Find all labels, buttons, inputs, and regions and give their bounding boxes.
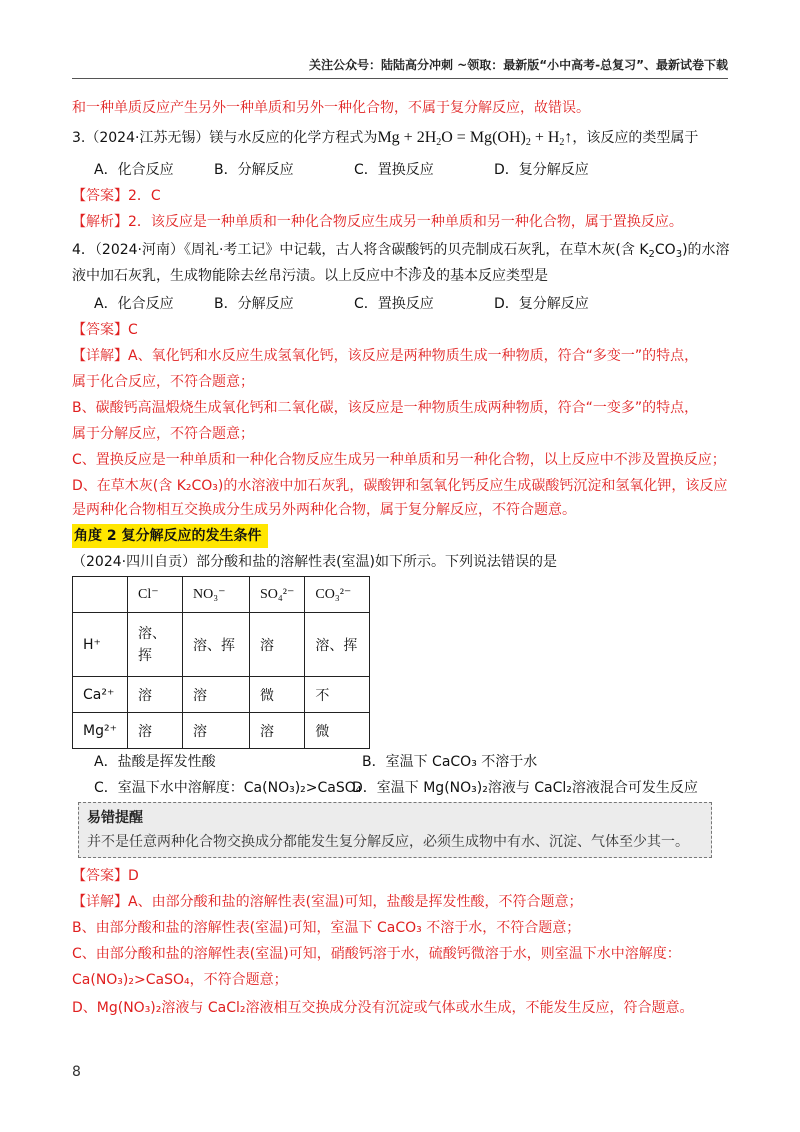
q3-option-d: D．复分解反应 — [494, 162, 589, 178]
emphasis-dot-1: 不 — [394, 268, 408, 284]
q3-analysis: 【解析】2．该反应是一种单质和一种化合物反应生成另一种单质和另一种化合物，属于置换反应。 — [72, 214, 683, 230]
q4-detail-line-6: D、在草木灰(含 K₂CO₃)的水溶液中加石灰乳，碳酸钾和氢氧化钙反应生成碳酸钙沉淀和氢氧化钾，该反应 — [72, 478, 728, 494]
col-header-no3: NO₃⁻ — [183, 577, 250, 613]
table-row — [73, 677, 370, 713]
page-header: 关注公众号：陆陆高分冲刺 ~领取：最新版“小中高考-总复习”、最新试卷下载 — [309, 58, 728, 72]
q4-detail-line-5: C、置换反应是一种单质和一种化合物反应生成另一种单质和另一种化合物，以上反应中不涉及置换反应； — [72, 452, 726, 468]
row-header-h: H⁺ — [73, 613, 128, 677]
q5-detail-line-4: Ca(NO₃)₂>CaSO₄，不符合题意； — [72, 972, 288, 988]
solubility-table — [72, 576, 370, 749]
table-cell: 溶、挥 — [183, 613, 250, 677]
table-cell: 微 — [250, 677, 305, 713]
table-cell: 溶、挥 — [128, 613, 183, 677]
q5-option-a: A．盐酸是挥发性酸 — [94, 754, 216, 770]
table-cell: 溶 — [183, 713, 250, 749]
q4-stem-line1: 4．（2024·河南）《周礼·考工记》中记载，古人将含碳酸钙的贝壳制成石灰乳，在草木灰(含 $K_2CO_3$)的水溶 — [72, 242, 730, 260]
q3-stem — [72, 128, 698, 153]
q5-option-d: D．室温下 Mg(NO₃)₂溶液与 CaCl₂溶液混合可发生反应 — [352, 780, 698, 796]
q5-detail-line-5: D、Mg(NO₃)₂溶液与 CaCl₂溶液相互交换成分没有沉淀或气体或水生成，不能发生反应，符合题意。 — [72, 1000, 694, 1016]
tip-title: 易错提醒 — [87, 810, 143, 826]
q3-option-b: B．分解反应 — [214, 162, 294, 178]
row-header-mg: Mg²⁺ — [73, 713, 128, 749]
q4-detail-line-4: 属于分解反应，不符合题意； — [72, 426, 254, 442]
table-cell: 溶 — [250, 713, 305, 749]
q5-detail-line-2: B、由部分酸和盐的溶解性表(室温)可知，室温下 CaCO₃ 不溶于水，不符合题意； — [72, 920, 581, 936]
table-row — [73, 613, 370, 677]
q4-detail-line-1: 【详解】A、氧化钙和水反应生成氢氧化钙，该反应是两种物质生成一种物质，符合“多变一”的特点， — [72, 348, 699, 364]
table-cell: 溶 — [183, 677, 250, 713]
section-heading-angle-2: 角度 2 复分解反应的发生条件 — [72, 524, 268, 548]
q4-option-b: B．分解反应 — [214, 296, 294, 312]
q4-detail-line-3: B、碳酸钙高温煅烧生成氧化钙和二氧化碳，该反应是一种物质生成两种物质，符合“一变多”的特点， — [72, 400, 699, 416]
table-cell: 溶 — [250, 613, 305, 677]
q5-detail-line-1: 【详解】A、由部分酸和盐的溶解性表(室温)可知，盐酸是挥发性酸，不符合题意； — [72, 894, 583, 910]
common-mistake-tip-box — [78, 802, 712, 858]
q5-option-b: B．室温下 CaCO₃ 不溶于水 — [362, 754, 538, 770]
emphasis-dot-2: 涉 — [408, 268, 422, 284]
emphasis-dot-3: 及 — [422, 268, 436, 284]
table-cell: 微 — [305, 713, 370, 749]
q4-option-d: D．复分解反应 — [494, 296, 589, 312]
table-cell: 溶、挥 — [305, 613, 370, 677]
q4-option-a: A．化合反应 — [94, 296, 174, 312]
q5-option-c: C．室温下水中溶解度：Ca(NO₃)₂>CaSO₄ — [94, 780, 362, 796]
q3-prefix: 3.（2024·江苏无锡）镁与水反应的化学方程式为 — [72, 130, 378, 146]
q3-equation: $Mg + 2H_2O = Mg(OH)_2$ + $H_2↑$ — [377, 129, 573, 148]
q5-stem: （2024·四川自贡）部分酸和盐的溶解性表(室温)如下所示。下列说法错误的是 — [72, 554, 558, 570]
table-row — [73, 713, 370, 749]
table-cell: 溶 — [128, 713, 183, 749]
q5-answer: 【答案】D — [72, 868, 139, 884]
q3-option-a: A．化合反应 — [94, 162, 174, 178]
col-header-co3: CO₃²⁻ — [305, 577, 370, 613]
q3-suffix: ，该反应的类型属于 — [572, 130, 699, 146]
q4-stem-line2: 液中加石灰乳，生成物能除去丝帛污渍。以上反应中不涉及的基本反应类型是 — [72, 268, 548, 284]
q5-detail-line-3: C、由部分酸和盐的溶解性表(室温)可知，硝酸钙溶于水，硫酸钙微溶于水，则室温下水中溶解度： — [72, 946, 681, 962]
q3-answer: 【答案】2．C — [72, 188, 161, 204]
table-cell: 溶 — [128, 677, 183, 713]
col-header-cl: Cl⁻ — [128, 577, 183, 613]
page-number: 8 — [72, 1064, 81, 1080]
prev-explanation-tail: 和一种单质反应产生另外一种单质和另外一种化合物，不属于复分解反应，故错误。 — [72, 100, 590, 116]
row-header-ca: Ca²⁺ — [73, 677, 128, 713]
q4-detail-line-2: 属于化合反应，不符合题意； — [72, 374, 254, 390]
table-corner — [73, 577, 128, 613]
tip-text: 并不是任意两种化合物交换成分都能发生复分解反应，必须生成物中有水、沉淀、气体至少其一。 — [87, 834, 689, 850]
col-header-so4: SO₄²⁻ — [250, 577, 305, 613]
table-cell: 不 — [305, 677, 370, 713]
q3-option-c: C．置换反应 — [354, 162, 434, 178]
q4-option-c: C．置换反应 — [354, 296, 434, 312]
header-rule — [72, 78, 728, 79]
q4-answer: 【答案】C — [72, 322, 138, 338]
q4-detail-line-7: 是两种化合物相互交换成分生成另外两种化合物，属于复分解反应，不符合题意。 — [72, 502, 576, 518]
